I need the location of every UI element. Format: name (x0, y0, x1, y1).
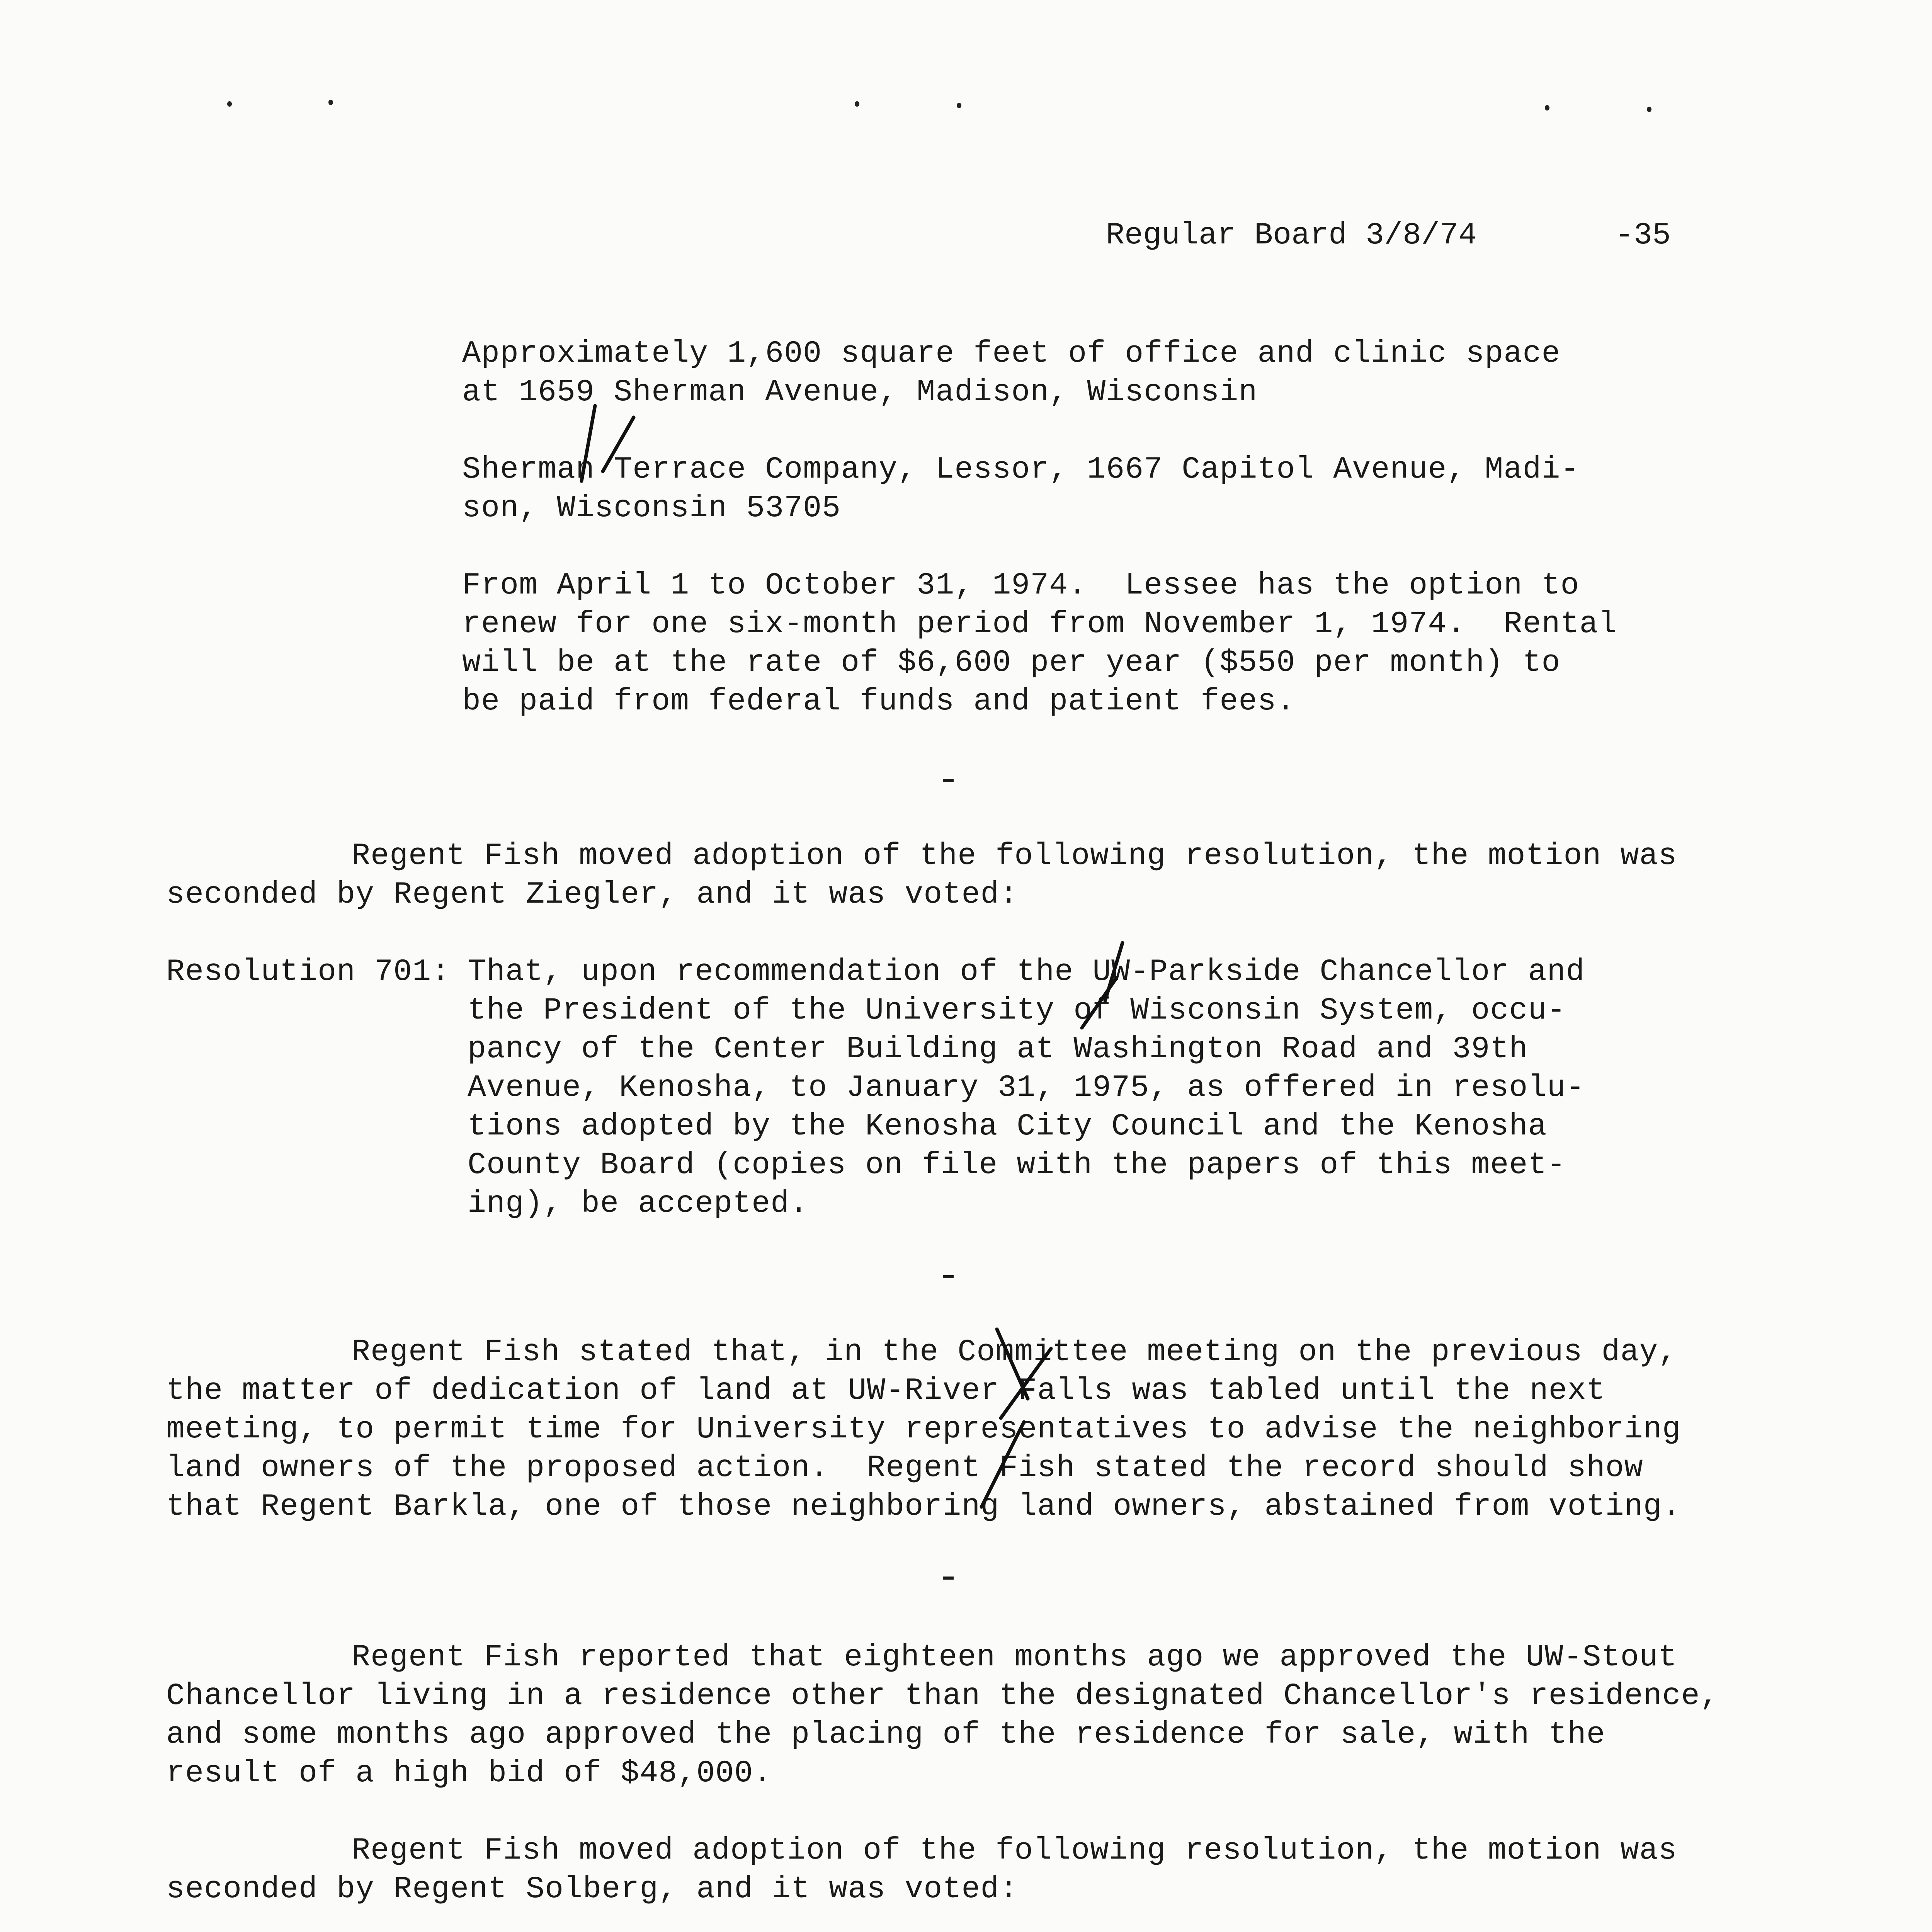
paragraph-line: and some months ago approved the placing of the residence for sale, with the (166, 1717, 1605, 1752)
lease-term-line: renew for one six-month period from November 1, 1974. Rental (462, 607, 1617, 642)
paragraph-line: Regent Fish reported that eighteen months ago we approved the UW-Stout (352, 1640, 1677, 1675)
resolution-text-line: tions adopted by the Kenosha City Council and the Kenosha (468, 1109, 1547, 1144)
resolution-text-line: That, upon recommendation of the UW-Parkside Chancellor and (468, 954, 1585, 990)
paragraph-line: land owners of the proposed action. Regent Fish stated the record should show (166, 1451, 1643, 1486)
resolution-text-line: pancy of the Center Building at Washington Road and 39th (468, 1032, 1528, 1067)
paragraph-line: result of a high bid of $48,000. (166, 1756, 772, 1791)
scan-speck (328, 100, 333, 105)
scan-speck (1545, 105, 1549, 111)
resolution-text-line: Avenue, Kenosha, to January 31, 1975, as offered in resolu- (468, 1070, 1585, 1105)
lease-term-line: From April 1 to October 31, 1974. Lessee has the option to (462, 568, 1580, 603)
page-header-title: Regular Board 3/8/74 (1106, 218, 1477, 253)
lease-lessor-line: son, Wisconsin 53705 (462, 491, 841, 526)
scan-speck (957, 103, 961, 108)
motion-text-line: Regent Fish moved adoption of the following resolution, the motion was (352, 1833, 1677, 1868)
section-separator (943, 1577, 954, 1580)
paragraph-line: Regent Fish stated that, in the Committee meeting on the previous day, (352, 1335, 1677, 1370)
resolution-text-line: ing), be accepted. (468, 1186, 809, 1221)
paragraph-line: the matter of dedication of land at UW-River Falls was tabled until the next (166, 1373, 1605, 1408)
paragraph-line: Chancellor living in a residence other than the designated Chancellor's residence, (166, 1679, 1719, 1714)
paragraph-line: meeting, to permit time for University representatives to advise the neighboring (166, 1412, 1681, 1447)
lease-premises-line: Approximately 1,600 square feet of office and clinic space (462, 336, 1561, 371)
section-separator (943, 1275, 954, 1278)
scan-speck (227, 101, 232, 107)
motion-text-line: seconded by Regent Solberg, and it was voted: (166, 1872, 1019, 1907)
motion-text-line: seconded by Regent Ziegler, and it was voted: (166, 877, 1019, 912)
section-separator (943, 779, 954, 782)
page-header-number: -35 (1615, 218, 1671, 253)
resolution-label: Resolution 701: (166, 954, 451, 990)
scan-speck (1647, 107, 1651, 112)
paragraph-line: that Regent Barkla, one of those neighboring land owners, abstained from voting. (166, 1489, 1681, 1524)
lease-lessor-line: Sherman Terrace Company, Lessor, 1667 Capitol Avenue, Madi- (462, 452, 1580, 487)
resolution-text-line: the President of the University of Wisconsin System, occu- (468, 993, 1566, 1028)
resolution-text-line: County Board (copies on file with the papers of this meet- (468, 1148, 1566, 1183)
motion-text-line: Regent Fish moved adoption of the following resolution, the motion was (352, 838, 1677, 874)
scan-speck (855, 101, 859, 107)
lease-term-line: be paid from federal funds and patient fees. (462, 684, 1296, 719)
lease-term-line: will be at the rate of $6,600 per year ($550 per month) to (462, 645, 1561, 680)
lease-premises-line: at 1659 Sherman Avenue, Madison, Wisconsin (462, 375, 1258, 410)
